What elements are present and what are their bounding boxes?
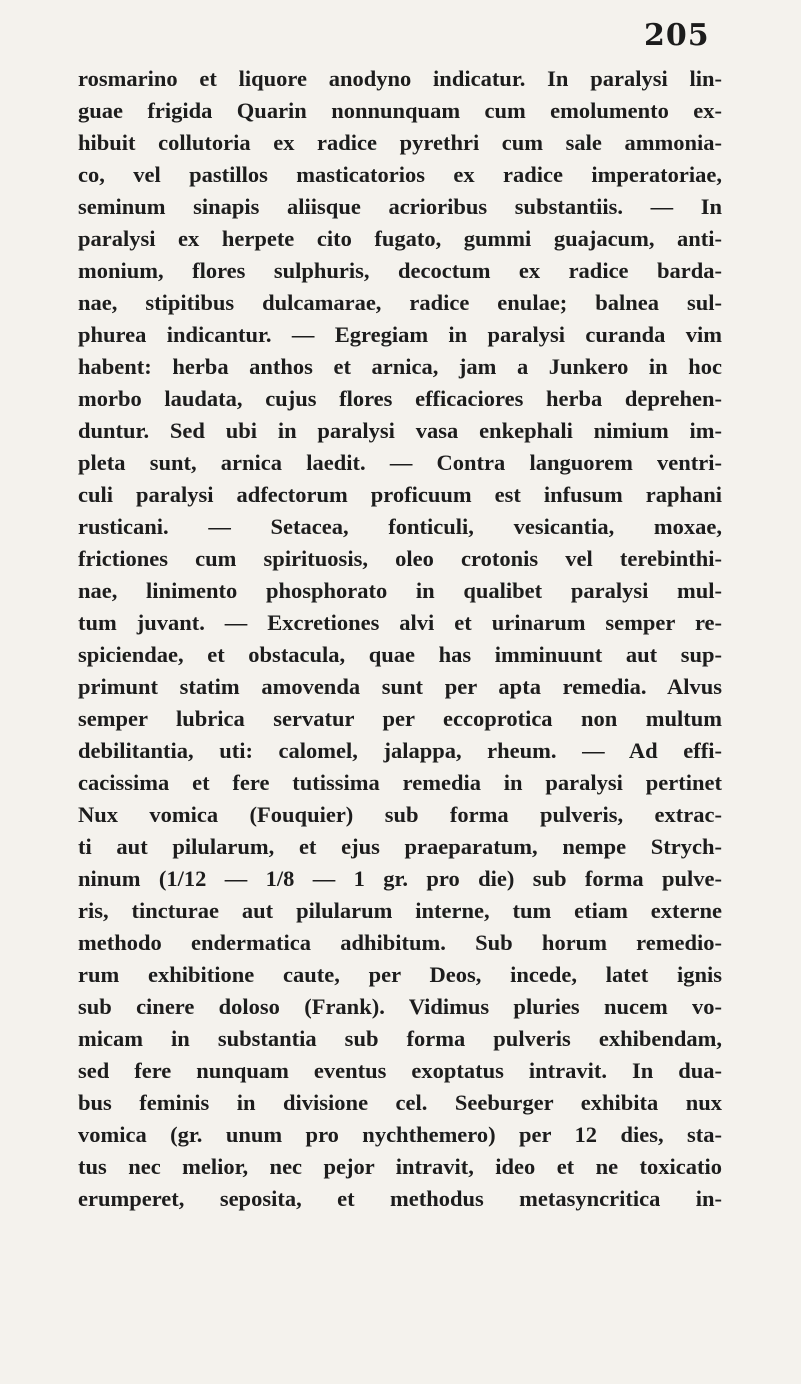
text-line: sed fere nunquam eventus exoptatus intravit. In dua- bbox=[78, 1058, 722, 1083]
text-line: paralysi ex herpete cito fugato, gummi guajacum, anti- bbox=[78, 226, 722, 251]
text-line: ti aut pilularum, et ejus praeparatum, nempe Strych- bbox=[78, 834, 722, 859]
text-line: bus feminis in divisione cel. Seeburger exhibita nux bbox=[78, 1090, 722, 1115]
text-line: seminum sinapis aliisque acrioribus substantiis. — In bbox=[78, 194, 722, 219]
text-line: co, vel pastillos masticatorios ex radice imperatoriae, bbox=[78, 162, 722, 187]
body-text bbox=[78, 63, 722, 1215]
text-line: primunt statim amovenda sunt per apta remedia. Alvus bbox=[78, 674, 722, 699]
text-line: hibuit collutoria ex radice pyrethri cum sale ammonia- bbox=[78, 130, 722, 155]
text-line: rum exhibitione caute, per Deos, incede, latet ignis bbox=[78, 962, 722, 987]
text-line: habent: herba anthos et arnica, jam a Junkero in hoc bbox=[78, 354, 722, 379]
page-number: 205 bbox=[644, 18, 710, 53]
text-line: rusticani. — Setacea, fonticuli, vesicantia, moxae, bbox=[78, 514, 722, 539]
text-line: tum juvant. — Excretiones alvi et urinarum semper re- bbox=[78, 610, 722, 635]
text-line: spiciendae, et obstacula, quae has imminuunt aut sup- bbox=[78, 642, 722, 667]
text-line: sub cinere doloso (Frank). Vidimus pluries nucem vo- bbox=[78, 994, 722, 1019]
text-line: debilitantia, uti: calomel, jalappa, rheum. — Ad effi- bbox=[78, 738, 722, 763]
text-line: nae, linimento phosphorato in qualibet paralysi mul- bbox=[78, 578, 722, 603]
text-line: cacissima et fere tutissima remedia in paralysi pertinet bbox=[78, 770, 722, 795]
text-line: semper lubrica servatur per eccoprotica non multum bbox=[78, 706, 722, 731]
text-line: erumperet, seposita, et methodus metasyncritica in- bbox=[78, 1186, 722, 1211]
text-line: vomica (gr. unum pro nychthemero) per 12 dies, sta- bbox=[78, 1122, 722, 1147]
text-line: pleta sunt, arnica laedit. — Contra languorem ventri- bbox=[78, 450, 722, 475]
text-line: duntur. Sed ubi in paralysi vasa enkephali nimium im- bbox=[78, 418, 722, 443]
text-line: methodo endermatica adhibitum. Sub horum remedio- bbox=[78, 930, 722, 955]
text-line: monium, flores sulphuris, decoctum ex radice barda- bbox=[78, 258, 722, 283]
text-line: Nux vomica (Fouquier) sub forma pulveris, extrac- bbox=[78, 802, 722, 827]
text-line: phurea indicantur. — Egregiam in paralysi curanda vim bbox=[78, 322, 722, 347]
text-line: rosmarino et liquore anodyno indicatur. In paralysi lin- bbox=[78, 66, 722, 91]
text-line: morbo laudata, cujus flores efficaciores herba deprehen- bbox=[78, 386, 722, 411]
text-line: guae frigida Quarin nonnunquam cum emolumento ex- bbox=[78, 98, 722, 123]
text-line: ris, tincturae aut pilularum interne, tum etiam externe bbox=[78, 898, 722, 923]
text-line: nae, stipitibus dulcamarae, radice enulae; balnea sul- bbox=[78, 290, 722, 315]
text-line: ninum (1/12 — 1/8 — 1 gr. pro die) sub forma pulve- bbox=[78, 866, 722, 891]
text-line: frictiones cum spirituosis, oleo crotonis vel terebinthi- bbox=[78, 546, 722, 571]
text-line: tus nec melior, nec pejor intravit, ideo et ne toxicatio bbox=[78, 1154, 722, 1179]
text-line: micam in substantia sub forma pulveris exhibendam, bbox=[78, 1026, 722, 1051]
text-line: culi paralysi adfectorum proficuum est infusum raphani bbox=[78, 482, 722, 507]
